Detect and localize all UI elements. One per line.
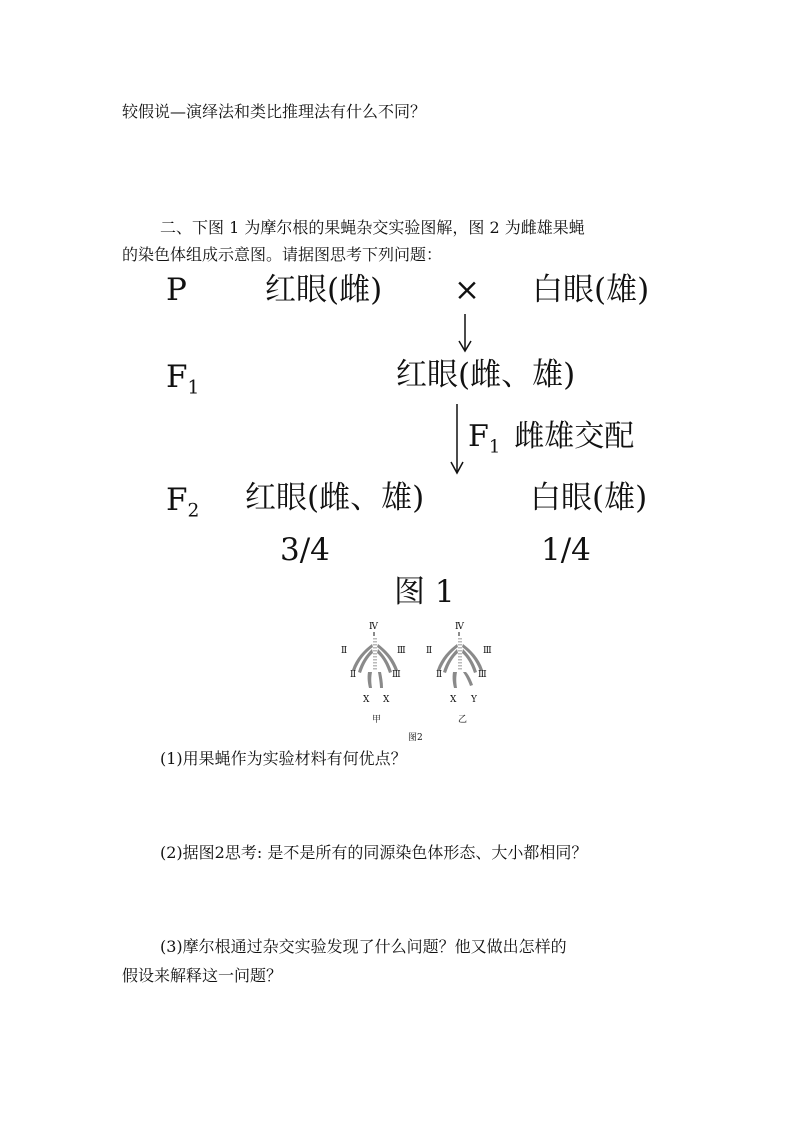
down-arrow-icon xyxy=(447,402,467,476)
chromosome-ii-label: Ⅱ xyxy=(350,670,357,680)
question-3-line1: (3)摩尔根通过杂交实验发现了什么问题？他又做出怎样的 xyxy=(160,937,567,956)
male-chromosome-set-icon xyxy=(421,622,501,700)
figure-2-caption: 图2 xyxy=(408,733,423,743)
chromosome-ii-label: Ⅱ xyxy=(426,646,433,656)
question-1: (1)用果蝇作为实验材料有何优点？ xyxy=(160,749,407,768)
male-set-name: 乙 xyxy=(458,715,468,725)
f1-intercross-label xyxy=(468,420,634,464)
down-arrow-icon xyxy=(455,312,475,354)
chromosome-iv-label: Ⅳ xyxy=(369,622,378,632)
question-2: (2)据图2思考: 是不是所有的同源染色体形态、大小都相同？ xyxy=(160,843,588,862)
sex-chromosome-label: Y xyxy=(471,695,477,705)
chromosome-iv-label: Ⅳ xyxy=(455,622,464,632)
f2-white-eye-phenotype: 白眼(雄) xyxy=(530,480,648,516)
section-two-intro-line2: 的染色体组成示意图。请据图思考下列问题： xyxy=(122,245,443,264)
question-tail-text: 较假说—演绎法和类比推理法有什么不同？ xyxy=(122,102,427,121)
chromosome-ii-label: Ⅱ xyxy=(436,670,443,680)
female-set-name: 甲 xyxy=(372,715,382,725)
p-female-phenotype: 红眼(雌) xyxy=(265,272,383,308)
f1-letter: F xyxy=(166,359,188,395)
ratio-red-eye: 3/4 xyxy=(280,532,330,568)
chromosome-iii-label: Ⅲ xyxy=(392,670,401,680)
f2-subscript: 2 xyxy=(187,500,200,522)
question-3-line2: 假设来解释这一问题？ xyxy=(122,966,283,985)
sex-chromosome-label: X xyxy=(363,695,370,705)
f1-subscript: 1 xyxy=(187,377,200,399)
generation-f2-label xyxy=(166,482,199,530)
chromosome-iii-label: Ⅲ xyxy=(483,646,492,656)
female-chromosome-set-icon xyxy=(336,622,416,700)
p-male-phenotype: 白眼(雄) xyxy=(532,272,650,308)
f1-phenotype: 红眼(雌、雄) xyxy=(396,357,576,393)
intercross-text: 雌雄交配 xyxy=(514,419,635,454)
f2-red-eye-phenotype: 红眼(雌、雄) xyxy=(245,480,425,516)
sex-chromosome-label: X xyxy=(383,695,390,705)
chromosome-ii-label: Ⅱ xyxy=(341,646,348,656)
chromosome-iii-label: Ⅲ xyxy=(478,670,487,680)
f1-letter: F xyxy=(468,419,489,454)
f1-subscript: 1 xyxy=(488,436,501,458)
figure-1-caption: 图 1 xyxy=(394,574,455,610)
section-two-intro-line1: 二、下图 1 为摩尔根的果蝇杂交实验图解，图 2 为雌雄果蝇 xyxy=(160,218,585,237)
f2-letter: F xyxy=(166,482,188,518)
generation-p-label: P xyxy=(166,272,187,308)
ratio-white-eye: 1/4 xyxy=(541,532,591,568)
generation-f1-label xyxy=(166,359,199,407)
sex-chromosome-label: X xyxy=(450,695,457,705)
cross-symbol: × xyxy=(454,272,480,308)
chromosome-iii-label: Ⅲ xyxy=(397,646,406,656)
